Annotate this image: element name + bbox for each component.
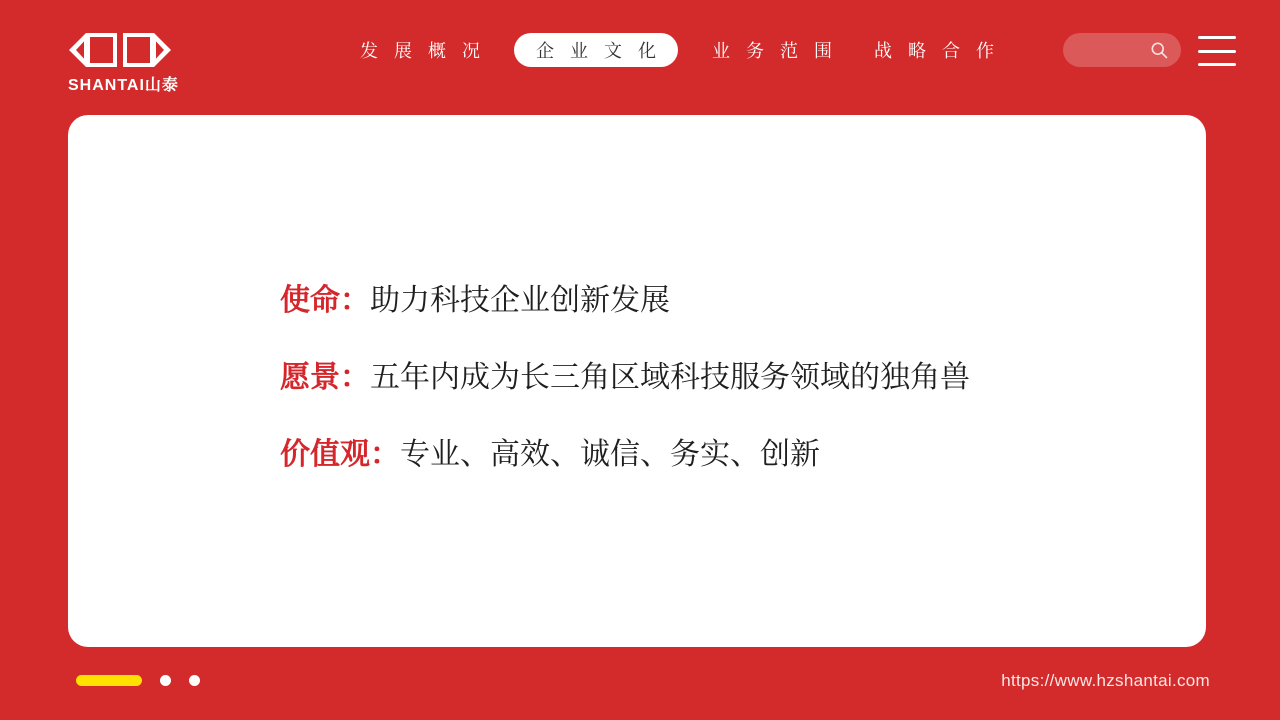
- vision-text: 五年内成为长三角区域科技服务领域的独角兽: [370, 361, 970, 394]
- search-icon[interactable]: [1149, 40, 1169, 60]
- nav-item-corporate-culture[interactable]: 企业文化: [514, 33, 678, 67]
- values-label: 价值观：: [280, 438, 400, 471]
- mission-line: [280, 285, 970, 317]
- carousel-pagination: [76, 675, 200, 686]
- nav-item-strategic-cooperation[interactable]: 战略合作: [874, 41, 1010, 61]
- mission-label: 使命：: [280, 284, 370, 317]
- mission-text: 助力科技企业创新发展: [370, 284, 670, 317]
- vision-label: 愿景：: [280, 361, 370, 394]
- header: [0, 0, 1280, 100]
- carousel-dot[interactable]: [160, 675, 171, 686]
- slide-content: [280, 285, 970, 516]
- search-input[interactable]: [1063, 33, 1149, 67]
- hamburger-menu-icon[interactable]: [1198, 36, 1236, 66]
- site-url: https://www.hzshantai.com: [1001, 671, 1210, 690]
- search-box: [1063, 33, 1181, 67]
- values-line: [280, 439, 970, 471]
- nav-item-development-overview[interactable]: 发展概况: [360, 41, 496, 61]
- main-nav: [352, 33, 1010, 67]
- nav-item-business-scope[interactable]: 业务范围: [712, 41, 848, 61]
- logo-text: SHANTAI山泰: [68, 77, 179, 94]
- logo-mark-icon: [68, 30, 172, 70]
- carousel-dot-active[interactable]: [76, 675, 142, 686]
- carousel-dot[interactable]: [189, 675, 200, 686]
- vision-line: [280, 362, 970, 394]
- brand-logo[interactable]: [68, 30, 179, 95]
- content-card: [68, 115, 1206, 647]
- values-text: 专业、高效、诚信、务实、创新: [400, 438, 820, 471]
